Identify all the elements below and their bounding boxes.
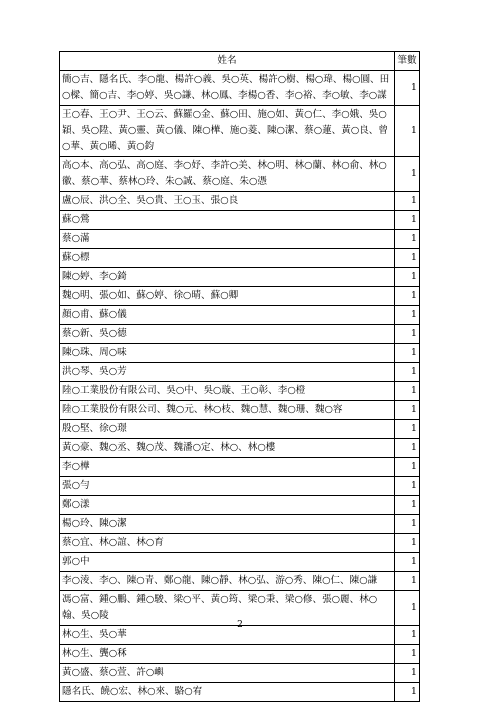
table-row [60,401,420,420]
names-cell: 殷○堅、徐○璟 [60,420,395,439]
names-cell: 盧○辰、洪○全、吳○貴、王○玉、張○良 [60,192,395,211]
table-row [60,363,420,382]
table-row [60,287,420,306]
table-row [60,477,420,496]
count-cell: 1 [395,325,420,344]
names-cell: 蔡○宜、林○誼、林○育 [60,534,395,553]
names-cell: 洪○琴、吳○芳 [60,363,395,382]
table-body [60,71,420,702]
table-row [60,382,420,401]
count-cell: 1 [395,106,420,157]
count-cell: 1 [395,477,420,496]
names-cell: 李○淩、李○、陳○青、鄭○龍、陳○靜、林○弘、游○秀、陳○仁、陳○謙 [60,572,395,591]
table-row [60,683,420,702]
count-cell: 1 [395,439,420,458]
table-row [60,645,420,664]
count-cell: 1 [395,306,420,325]
names-cell: 高○本、高○弘、高○庭、李○妤、李許○美、林○明、林○蘭、林○俞、林○徽、蔡○華、蔡林○玲、朱○誠、蔡○庭、朱○憑 [60,157,395,192]
names-cell: 林○生、吳○華 [60,626,395,645]
names-cell: 馮○富、鍾○鵬、鍾○駿、梁○平、黃○筠、梁○秉、梁○修、張○麗、林○翰、吳○陵 [60,591,395,626]
count-cell: 1 [395,211,420,230]
names-cell: 張○勻 [60,477,395,496]
count-cell: 1 [395,515,420,534]
table-row [60,192,420,211]
names-cell: 黃○豪、魏○丞、魏○茂、魏潘○定、林○、林○樓 [60,439,395,458]
table-row [60,458,420,477]
table-header-row [60,52,420,71]
names-cell: 陳○珠、周○味 [60,344,395,363]
names-cell: 隱名氏、饒○宏、林○來、駱○宥 [60,683,395,702]
table-row [60,553,420,572]
count-cell: 1 [395,344,420,363]
table-row [60,515,420,534]
names-cell: 王○春、王○尹、王○云、蘇羅○金、蘇○田、施○如、黃○仁、李○娥、吳○穎、吳○陞、黃○靈、黃○儀、陳○樺、施○菱、陳○潔、蔡○蓮、黃○良、曾○華、黃○晞、黃○鈞 [60,106,395,157]
count-cell: 1 [395,458,420,477]
names-column-header: 姓名 [60,52,395,71]
names-cell: 林○生、龔○秝 [60,645,395,664]
names-cell: 郭○中 [60,553,395,572]
names-cell: 陸○工業股份有限公司、魏○元、林○枝、魏○慧、魏○珊、魏○容 [60,401,395,420]
count-cell: 1 [395,496,420,515]
count-cell: 1 [395,382,420,401]
table-row [60,420,420,439]
table-row [60,306,420,325]
count-cell: 1 [395,401,420,420]
count-cell: 1 [395,71,420,106]
names-table [59,51,420,702]
count-cell: 1 [395,287,420,306]
count-cell: 1 [395,230,420,249]
count-cell: 1 [395,534,420,553]
names-cell: 李○樺 [60,458,395,477]
table-row [60,230,420,249]
table-row [60,496,420,515]
count-cell: 1 [395,192,420,211]
names-cell: 簡○吉、隱名氏、李○龍、楊許○義、吳○英、楊許○樹、楊○瑋、楊○圓、田○樑、簡○吉、李○婷、吳○謙、林○鳳、李楊○香、李○裕、李○敏、李○謀 [60,71,395,106]
count-cell: 1 [395,626,420,645]
table-row [60,157,420,192]
names-cell: 蘇○標 [60,249,395,268]
table-row [60,572,420,591]
count-cell: 1 [395,553,420,572]
table-row [60,439,420,458]
count-cell: 1 [395,249,420,268]
count-cell: 1 [395,157,420,192]
names-cell: 蘇○鶯 [60,211,395,230]
count-cell: 1 [395,664,420,683]
names-cell: 鄭○漾 [60,496,395,515]
table-row [60,344,420,363]
names-cell: 黃○盛、蔡○萱、許○嶼 [60,664,395,683]
count-cell: 1 [395,645,420,664]
names-cell: 顏○甫、蘇○儀 [60,306,395,325]
count-cell: 1 [395,591,420,626]
table-row [60,211,420,230]
count-cell: 1 [395,572,420,591]
table-row [60,534,420,553]
names-cell: 陳○婷、李○錡 [60,268,395,287]
names-cell: 蔡○新、吳○德 [60,325,395,344]
table-row [60,268,420,287]
count-cell: 1 [395,420,420,439]
count-cell: 1 [395,363,420,382]
table-row [60,325,420,344]
names-cell: 楊○玲、陳○潔 [60,515,395,534]
names-cell: 陸○工業股份有限公司、吳○中、吳○璇、王○彰、李○橙 [60,382,395,401]
table-row [60,249,420,268]
names-cell: 蔡○滿 [60,230,395,249]
count-cell: 1 [395,268,420,287]
table-row [60,71,420,106]
page-number: 2 [237,620,243,630]
count-column-header: 筆數 [395,52,420,71]
table-row [60,106,420,157]
names-cell: 魏○明、張○如、蘇○婷、徐○晴、蘇○卿 [60,287,395,306]
count-cell: 1 [395,683,420,702]
table-row [60,664,420,683]
